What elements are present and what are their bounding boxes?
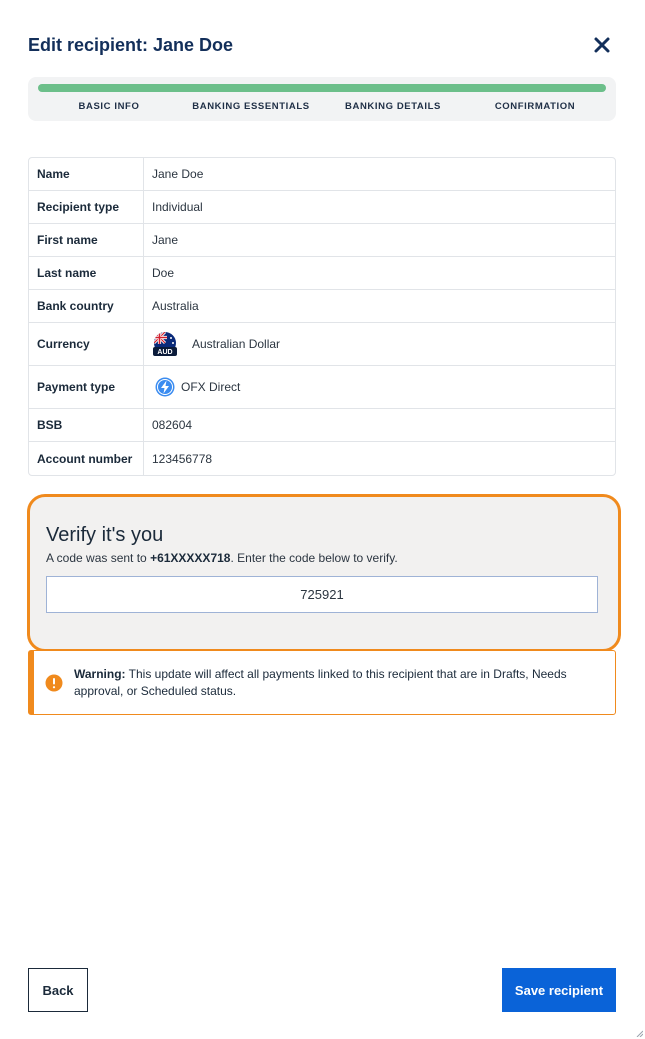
step-banking-essentials: BANKING ESSENTIALS	[192, 101, 310, 112]
verify-panel	[27, 494, 621, 652]
table-row	[29, 191, 615, 224]
row-value: Doe	[152, 266, 175, 280]
step-confirmation: CONFIRMATION	[494, 101, 576, 112]
row-value: Australian Dollar	[192, 337, 281, 351]
progress-bar	[38, 84, 606, 92]
row-value: Australia	[152, 299, 199, 313]
close-icon[interactable]	[593, 36, 611, 54]
row-label: First name	[29, 224, 144, 256]
exclamation-icon	[45, 674, 63, 692]
row-label: Name	[29, 158, 144, 190]
row-label: Bank country	[29, 290, 144, 322]
progress-stepper	[28, 77, 616, 121]
step-banking-details: BANKING DETAILS	[345, 101, 441, 112]
table-row	[29, 366, 615, 409]
row-label: Last name	[29, 257, 144, 289]
verify-instructions: A code was sent to +61XXXXX718. Enter the code below to verify.	[46, 551, 398, 565]
resize-handle-icon[interactable]	[635, 1029, 643, 1037]
row-value: 082604	[152, 418, 193, 432]
currency-badge: AUD	[157, 349, 173, 356]
row-label: BSB	[29, 409, 144, 441]
page-title: Edit recipient: Jane Doe	[28, 35, 234, 55]
recipient-details-table	[28, 157, 616, 476]
row-value: 123456778	[152, 451, 213, 466]
row-label: Recipient type	[29, 191, 144, 223]
row-value: Jane	[152, 233, 179, 247]
table-row	[29, 224, 615, 257]
row-label: Payment type	[29, 366, 144, 408]
row-value: Jane Doe	[152, 167, 204, 181]
warning-banner	[28, 650, 616, 715]
verify-title: Verify it's you	[46, 524, 164, 546]
back-button[interactable]: Back	[28, 968, 88, 1012]
table-row	[29, 409, 615, 442]
table-row	[29, 442, 615, 475]
warning-message: Warning: This update will affect all payments linked to this recipient that are in Drafts, Needs approval, or Scheduled status.	[74, 667, 567, 698]
verification-code-input[interactable]	[46, 576, 598, 613]
table-row	[29, 290, 615, 323]
masked-phone: +61XXXXX718	[150, 551, 231, 565]
modal-header	[28, 34, 616, 58]
row-label: Currency	[29, 323, 144, 365]
row-value: Individual	[152, 200, 203, 214]
australia-flag-icon	[152, 331, 178, 357]
table-row	[29, 257, 615, 290]
save-recipient-button[interactable]: Save recipient	[502, 968, 616, 1012]
row-label: Account number	[29, 442, 144, 475]
table-row	[29, 158, 615, 191]
lightning-icon	[155, 377, 175, 397]
step-basic-info: BASIC INFO	[78, 101, 140, 112]
table-row	[29, 323, 615, 366]
row-value: OFX Direct	[181, 380, 241, 394]
